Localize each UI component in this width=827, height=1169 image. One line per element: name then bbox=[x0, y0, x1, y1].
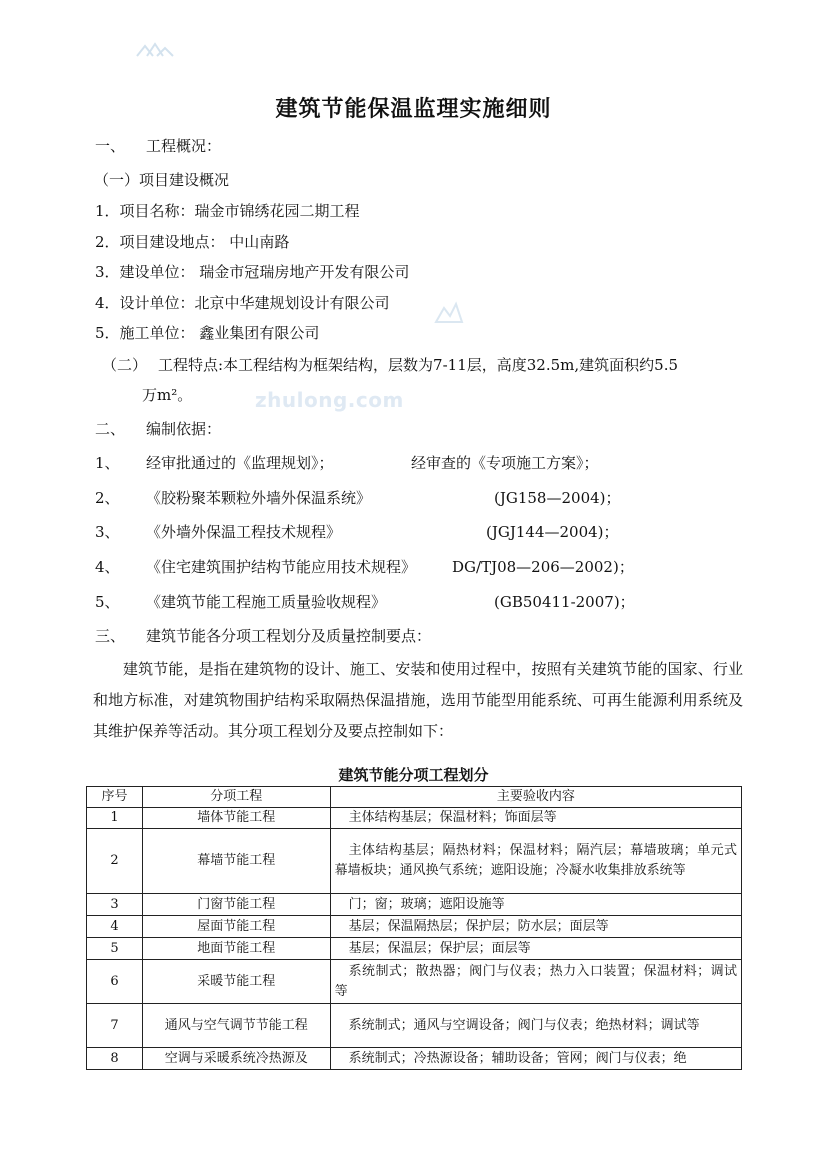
section-3-heading: 建筑节能各分项工程划分及质量控制要点： bbox=[146, 627, 432, 645]
row-content: 系统制式；通风与空调设备；阀门与仪表；绝热材料；调试等 bbox=[330, 1004, 741, 1048]
section-1-number: 一、 bbox=[95, 137, 126, 155]
section-3-number: 三、 bbox=[95, 627, 126, 645]
table-row bbox=[87, 829, 742, 894]
basis-item-name: 《住宅建筑围护结构节能应用技术规程》 bbox=[146, 558, 417, 576]
row-content: 系统制式；冷热源设备；辅助设备；管网；阀门与仪表；绝 bbox=[330, 1048, 741, 1070]
section-1-heading: 工程概况： bbox=[146, 137, 222, 155]
row-no: 8 bbox=[87, 1048, 143, 1070]
section-3-paragraph: 建筑节能，是指在建筑物的设计、施工、安装和使用过程中，按照有关建筑节能的国家、行业和地方标准，对建筑物围护结构采取隔热保温措施，选用节能型用能系统、可再生能源利用系统及其维护保养等活动。其分项工程划分及要点控制如下： bbox=[93, 660, 743, 740]
row-subproject: 幕墙节能工程 bbox=[142, 829, 330, 894]
row-no: 4 bbox=[87, 916, 143, 938]
watermark-text: zhulong.com bbox=[255, 388, 404, 412]
subsection-2-number: （二） bbox=[102, 356, 148, 374]
table-row bbox=[87, 916, 742, 938]
basis-item-code: (GB50411-2007)； bbox=[494, 593, 635, 611]
row-content: 主体结构基层；保温材料；饰面层等 bbox=[330, 808, 741, 829]
basis-item-number: 5、 bbox=[95, 593, 120, 611]
section-2-number: 二、 bbox=[95, 420, 126, 438]
basis-item-code: (JGJ144—2004)； bbox=[486, 523, 619, 541]
project-item: 1．项目名称：瑞金市锦绣花园二期工程 bbox=[95, 202, 360, 220]
table-row bbox=[87, 894, 742, 916]
row-no: 3 bbox=[87, 894, 143, 916]
header-subproject: 分项工程 bbox=[142, 787, 330, 808]
row-content: 基层；保温层；保护层；面层等 bbox=[330, 938, 741, 960]
row-subproject: 空调与采暖系统冷热源及 bbox=[142, 1048, 330, 1070]
row-content: 基层；保温隔热层；保护层；防水层；面层等 bbox=[330, 916, 741, 938]
row-no: 1 bbox=[87, 808, 143, 829]
section-2-heading: 编制依据： bbox=[146, 420, 222, 438]
table-row bbox=[87, 960, 742, 1004]
project-item: 5．施工单位： 鑫业集团有限公司 bbox=[95, 324, 320, 342]
row-no: 2 bbox=[87, 829, 143, 894]
document-title: 建筑节能保温监理实施细则 bbox=[275, 96, 552, 122]
row-content: 系统制式；散热器；阀门与仪表；热力入口装置；保温材料；调试等 bbox=[330, 960, 741, 1004]
project-item: 3．建设单位： 瑞金市冠瑞房地产开发有限公司 bbox=[95, 263, 410, 281]
header-content: 主要验收内容 bbox=[330, 787, 741, 808]
basis-item-name: 《建筑节能工程施工质量验收规程》 bbox=[146, 593, 387, 611]
row-content: 主体结构基层；隔热材料；保温材料；隔汽层；幕墙玻璃；单元式幕墙板块；通风换气系统；遮阳设施；冷凝水收集排放系统等 bbox=[330, 829, 741, 894]
table-header-row bbox=[87, 787, 742, 808]
project-item: 4．设计单位：北京中华建规划设计有限公司 bbox=[95, 294, 390, 312]
row-subproject: 采暖节能工程 bbox=[142, 960, 330, 1004]
zhulong-logo-icon bbox=[430, 294, 468, 332]
project-features-continuation: 万m²。 bbox=[142, 386, 193, 404]
row-subproject: 地面节能工程 bbox=[142, 938, 330, 960]
basis-item-number: 3、 bbox=[95, 523, 120, 541]
project-item: 2．项目建设地点： 中山南路 bbox=[95, 233, 290, 251]
basis-item-code: 经审查的《专项施工方案》； bbox=[411, 454, 599, 472]
row-subproject: 墙体节能工程 bbox=[142, 808, 330, 829]
row-subproject: 门窗节能工程 bbox=[142, 894, 330, 916]
subsection-1-heading: （一）项目建设概况 bbox=[94, 171, 230, 189]
basis-item-number: 4、 bbox=[95, 558, 120, 576]
project-features-text: 工程特点:本工程结构为框架结构，层数为7-11层，高度32.5m,建筑面积约5.5 bbox=[158, 356, 679, 374]
row-no: 7 bbox=[87, 1004, 143, 1048]
header-no: 序号 bbox=[87, 787, 143, 808]
basis-item-name: 《胶粉聚苯颗粒外墙外保温系统》 bbox=[146, 489, 372, 507]
basis-item-name: 经审批通过的《监理规划》； bbox=[146, 454, 334, 472]
basis-item-code: (JG158—2004)； bbox=[494, 489, 621, 507]
table-row bbox=[87, 808, 742, 829]
table-row bbox=[87, 1048, 742, 1070]
zhulong-logo-icon bbox=[133, 40, 183, 62]
basis-item-code: DG/TJ08—206—2002)； bbox=[452, 558, 634, 576]
table-row bbox=[87, 1004, 742, 1048]
table-row bbox=[87, 938, 742, 960]
row-no: 6 bbox=[87, 960, 143, 1004]
row-subproject: 屋面节能工程 bbox=[142, 916, 330, 938]
basis-item-number: 2、 bbox=[95, 489, 120, 507]
row-content: 门；窗；玻璃；遮阳设施等 bbox=[330, 894, 741, 916]
energy-works-table bbox=[86, 786, 742, 1070]
basis-item-number: 1、 bbox=[95, 454, 120, 472]
table-caption: 建筑节能分项工程划分 bbox=[338, 766, 489, 784]
basis-item-name: 《外墙外保温工程技术规程》 bbox=[146, 523, 342, 541]
row-no: 5 bbox=[87, 938, 143, 960]
row-subproject: 通风与空气调节节能工程 bbox=[142, 1004, 330, 1048]
